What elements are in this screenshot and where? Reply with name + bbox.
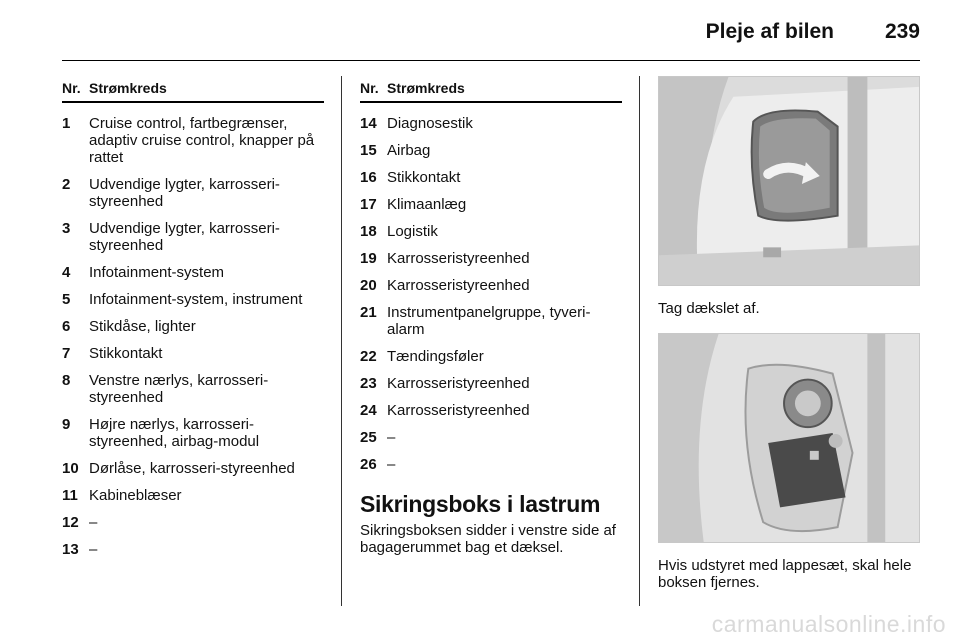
fuse-circuit: Udvendige lygter, karrosseri-styreenhed: [89, 176, 280, 210]
table-row: [360, 304, 622, 338]
fuse-circuit: Højre nærlys, karrosseri-styreenhed, airbag-modul: [89, 416, 260, 450]
table-row: [62, 460, 324, 477]
table-row: [360, 115, 622, 132]
fuse-circuit: Stikkontakt: [387, 169, 461, 186]
table-row: [62, 318, 324, 335]
fuse-number: 9: [62, 416, 71, 433]
fuse-number: 15: [360, 142, 377, 159]
table-row: [360, 429, 622, 446]
table-row: [360, 169, 622, 186]
table-row: [360, 142, 622, 159]
fuse-circuit: Airbag: [387, 142, 431, 159]
header-circuit: Strømkreds: [387, 80, 465, 96]
fuse-number: 21: [360, 304, 377, 321]
fuse-circuit: Instrumentpanelgruppe, tyveri-alarm: [387, 304, 591, 338]
fuse-number: 7: [62, 345, 71, 362]
table-row: [360, 223, 622, 240]
section-text: Sikringsboksen sidder i venstre side af bagagerummet bag et dæksel.: [360, 522, 616, 556]
header-circuit: Strømkreds: [89, 80, 167, 96]
table-row: [62, 264, 324, 281]
fuse-number: 11: [62, 487, 78, 504]
fuse-circuit: Karrosseristyreenhed: [387, 250, 530, 267]
fuse-number: 23: [360, 375, 377, 392]
page-number: 239: [884, 20, 920, 43]
fuse-table-right: [360, 80, 622, 556]
fuse-circuit: –: [89, 514, 98, 531]
table-header: [360, 80, 622, 103]
table-row: [62, 220, 324, 254]
header-nr: Nr.: [360, 80, 379, 96]
fuse-circuit: –: [387, 429, 396, 446]
table-row: [360, 348, 622, 365]
fuse-circuit: Dørlåse, karrosseri-styreenhed: [89, 460, 295, 477]
fuse-number: 8: [62, 372, 71, 389]
fuse-circuit: Cruise control, fartbegrænser, adaptiv cruise control, knapper på rattet: [89, 115, 315, 166]
fuse-number: 17: [360, 196, 377, 213]
fuse-circuit: –: [89, 541, 98, 558]
header-nr: Nr.: [62, 80, 81, 96]
fuse-number: 4: [62, 264, 71, 281]
fuse-number: 22: [360, 348, 377, 365]
fuse-circuit: Diagnosestik: [387, 115, 473, 132]
illustration-column: [658, 76, 920, 607]
fuse-number: 14: [360, 115, 377, 132]
fuse-circuit: Infotainment-system, instrument: [89, 291, 303, 308]
table-row: [360, 196, 622, 213]
fuse-circuit: Klimaanlæg: [387, 196, 467, 213]
fuse-circuit: Karrosseristyreenhed: [387, 402, 530, 419]
fuse-circuit: Logistik: [387, 223, 438, 240]
fuse-circuit: Tændingsføler: [387, 348, 484, 365]
fuse-circuit: Infotainment-system: [89, 264, 225, 281]
table-row: [62, 115, 324, 166]
fuse-number: 13: [62, 541, 79, 558]
fuse-number: 10: [62, 460, 79, 477]
page-title: Pleje af bilen: [705, 20, 834, 43]
cover-photo: [658, 76, 920, 286]
fuse-circuit: Kabineblæser: [89, 487, 182, 504]
fuse-circuit: Udvendige lygter, karrosseri-styreenhed: [89, 220, 280, 254]
table-row: [62, 291, 324, 308]
table-row: [62, 541, 324, 558]
fuse-number: 3: [62, 220, 71, 237]
fuse-circuit: Karrosseristyreenhed: [387, 375, 530, 392]
caption-remove-cover: Tag dækslet af.: [658, 300, 760, 317]
fuse-circuit: Karrosseristyreenhed: [387, 277, 530, 294]
table-row: [62, 176, 324, 210]
table-row: [360, 250, 622, 267]
fuse-number: 5: [62, 291, 71, 308]
fuse-circuit: –: [387, 456, 396, 473]
fusebox-photo: [658, 333, 920, 543]
table-row: [360, 456, 622, 473]
section-heading: Sikringsboks i lastrum: [360, 491, 601, 517]
watermark: carmanualsonline.info: [711, 611, 946, 637]
table-row: [62, 345, 324, 362]
table-row: [62, 416, 324, 450]
fuse-number: 25: [360, 429, 377, 446]
table-row: [360, 375, 622, 392]
table-row: [62, 372, 324, 406]
fuse-number: 2: [62, 176, 71, 193]
caption-remove-box: Hvis udstyret med lappesæt, skal hele boksen fjernes.: [658, 557, 912, 591]
fuse-number: 18: [360, 223, 377, 240]
header-rule: [62, 60, 920, 61]
table-row: [360, 277, 622, 294]
fuse-number: 1: [62, 115, 71, 132]
fuse-number: 20: [360, 277, 377, 294]
fuse-number: 24: [360, 402, 377, 419]
table-row: [62, 487, 324, 504]
fuse-number: 19: [360, 250, 377, 267]
fuse-circuit: Stikkontakt: [89, 345, 163, 362]
fuse-circuit: Stikdåse, lighter: [89, 318, 196, 335]
fuse-table-left: [62, 80, 324, 558]
table-header: [62, 80, 324, 103]
fuse-number: 16: [360, 169, 377, 186]
fuse-circuit: Venstre nærlys, karrosseri-styreenhed: [89, 372, 269, 406]
fuse-number: 6: [62, 318, 71, 335]
table-row: [360, 402, 622, 419]
fuse-number: 12: [62, 514, 79, 531]
column-separator: [341, 76, 342, 606]
column-separator: [639, 76, 640, 606]
fuse-number: 26: [360, 456, 377, 473]
table-row: [62, 514, 324, 531]
